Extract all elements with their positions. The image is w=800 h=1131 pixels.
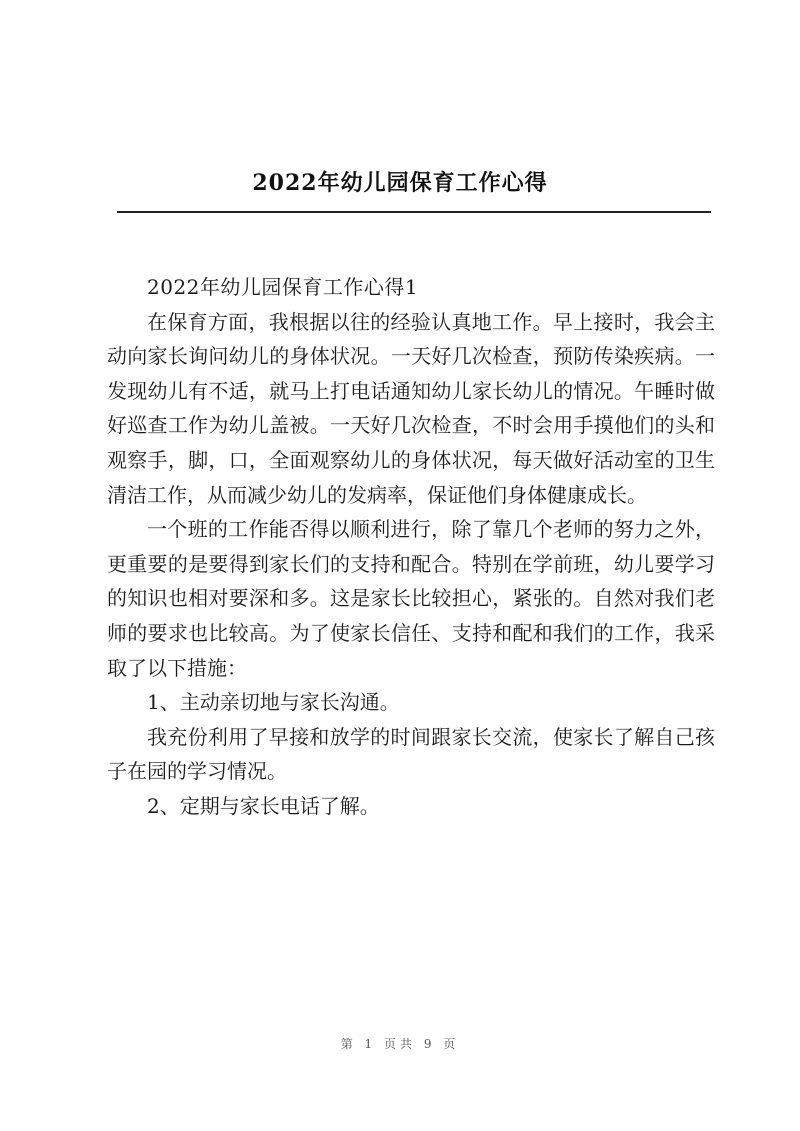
paragraph: 在保育方面，我根据以往的经验认真地工作。早上接时，我会主动向家长询问幼儿的身体状况。一天好几次检查，预防传染疾病。一发现幼儿有不适，就马上打电话通知幼儿家长幼儿的情况。午睡时做好巡查工作为幼儿盖被。一天好几次检查，不时会用手摸他们的头和观察手，脚，口，全面观察幼儿的身体状况，每天做好活动室的卫生清洁工作，从而减少幼儿的发病率，保证他们身体健康成长。 bbox=[107, 309, 715, 507]
document-body bbox=[107, 270, 715, 824]
page-number-footer: 第 1 页共 9 页 bbox=[340, 1037, 460, 1051]
section-heading: 2022年幼儿园保育工作心得1 bbox=[147, 275, 419, 299]
paragraph: 一个班的工作能否得以顺利进行，除了靠几个老师的努力之外，更重要的是要得到家长们的支持和配合。特别在学前班，幼儿要学习的知识也相对要深和多。这是家长比较担心，紧张的。自然对我们老师的要求也比较高。为了使家长信任、支持和配和我们的工作，我采取了以下措施： bbox=[107, 517, 715, 680]
list-item-heading: 2、定期与家长电话了解。 bbox=[147, 793, 380, 818]
document-title: 2022年幼儿园保育工作心得 bbox=[252, 170, 548, 196]
list-item-heading: 1、主动亲切地与家长沟通。 bbox=[147, 690, 400, 715]
paragraph: 我充份利用了早接和放学的时间跟家长交流，使家长了解自己孩子在园的学习情况。 bbox=[107, 724, 715, 784]
title-underline bbox=[117, 211, 711, 213]
